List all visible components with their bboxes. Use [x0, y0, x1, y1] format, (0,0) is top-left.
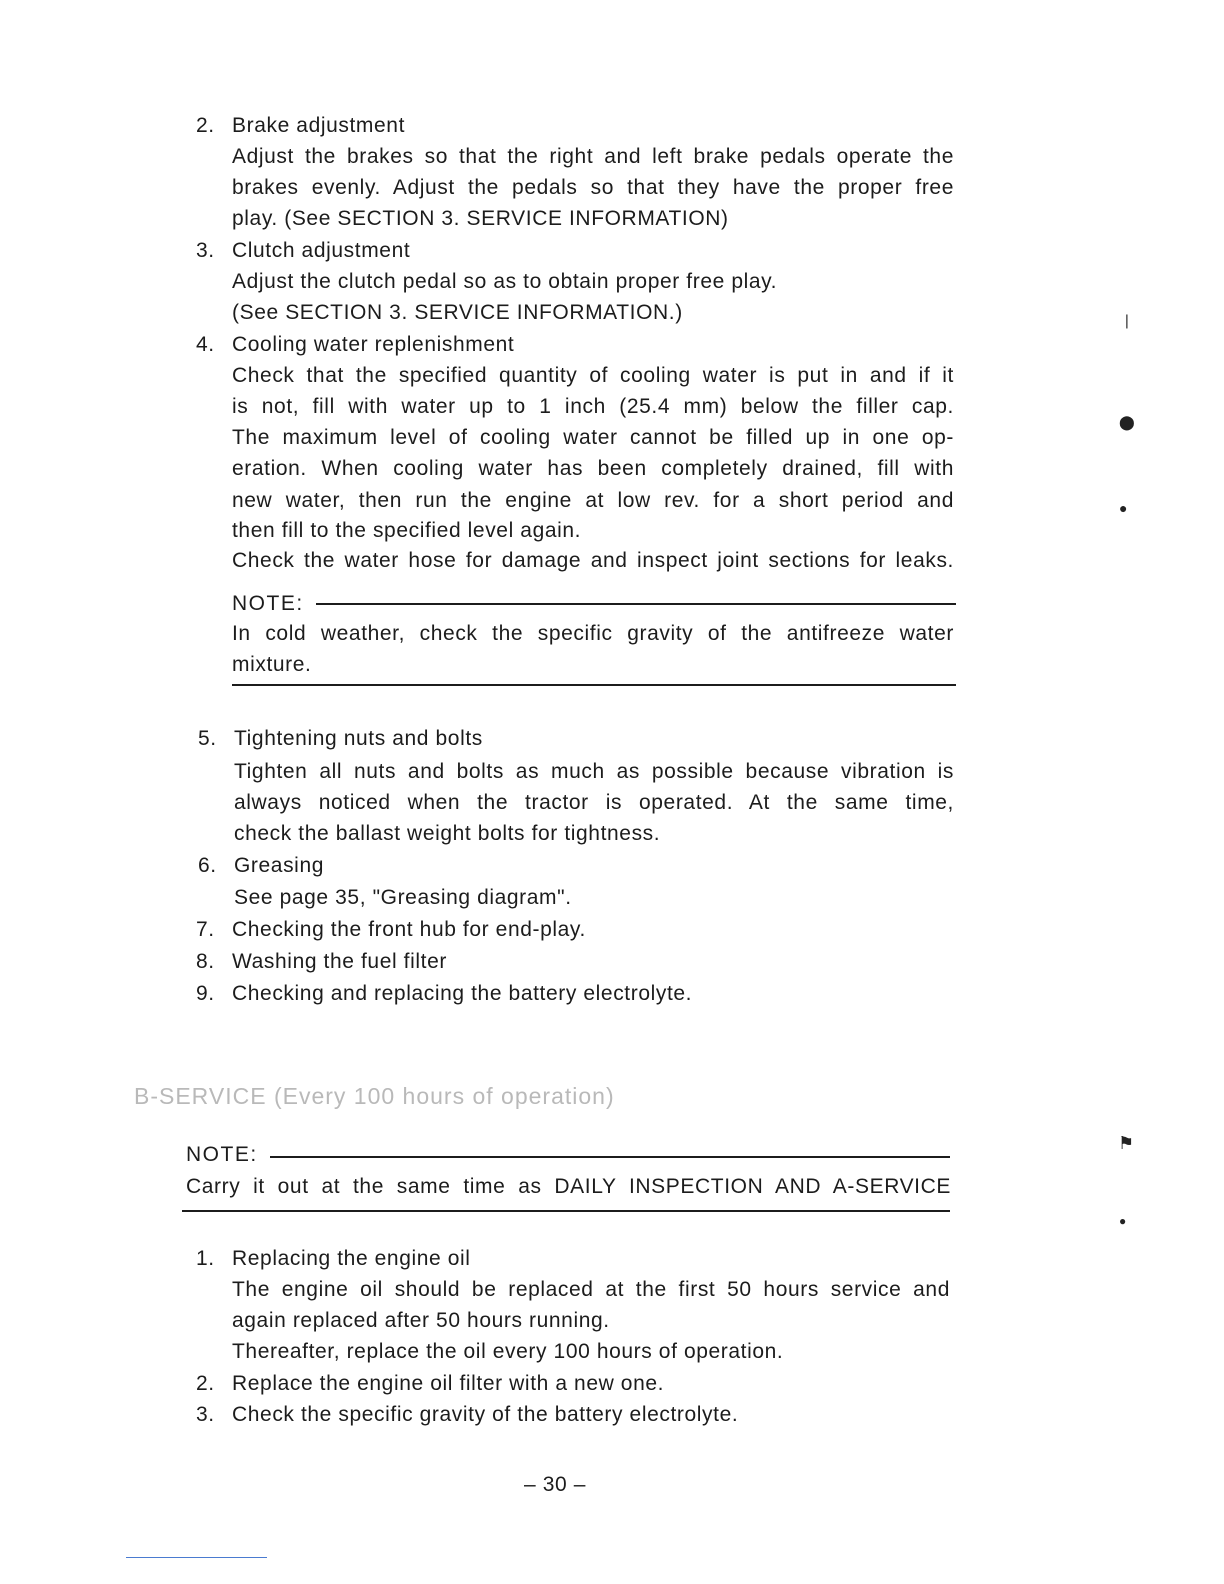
item-number: 1. [196, 1247, 215, 1270]
note-bottom-rule [232, 684, 956, 686]
note-text-line: mixture. [232, 653, 312, 676]
scan-edge-line [126, 1557, 267, 1558]
item-number: 9. [196, 982, 215, 1005]
page-number: – 30 – [524, 1473, 586, 1496]
note-text-line: In cold weather, check the specific gravity of the antifreeze water [232, 622, 954, 645]
item-title: Clutch adjustment [232, 239, 411, 262]
item-text-line: eration. When cooling water has been completely drained, fill with [232, 457, 954, 480]
item-number: 5. [198, 727, 217, 750]
scan-speck: ● [1119, 1214, 1127, 1228]
item-title: Tightening nuts and bolts [234, 727, 483, 750]
item-title: Washing the fuel filter [232, 950, 447, 973]
scan-speck: ⚑ [1118, 1133, 1135, 1153]
item-text-line: play. (See SECTION 3. SERVICE INFORMATION) [232, 207, 729, 230]
item-text-line: is not, fill with water up to 1 inch (25.4 mm) below the filler cap. [232, 395, 954, 418]
item-text-line: new water, then run the engine at low rev. for a short period and [232, 489, 954, 512]
item-text-line: Check that the specified quantity of cooling water is put in and if it [232, 364, 954, 387]
note-top-rule [316, 603, 956, 605]
item-title: Replace the engine oil filter with a new one. [232, 1372, 665, 1395]
note-top-rule [270, 1156, 950, 1158]
item-number: 3. [196, 1403, 215, 1426]
note-text: Carry it out at the same time as DAILY INSPECTION AND A-SERVICE [186, 1175, 951, 1198]
item-text-line: See page 35, "Greasing diagram". [234, 886, 572, 909]
item-title: Checking the front hub for end-play. [232, 918, 586, 941]
item-title: Check the specific gravity of the battery electrolyte. [232, 1403, 739, 1426]
item-number: 2. [196, 1372, 215, 1395]
item-text-line: always noticed when the tractor is operated. At the same time, [234, 791, 954, 814]
scan-speck: ● [1119, 500, 1129, 516]
item-number: 2. [196, 114, 215, 137]
item-text-line: then fill to the specified level again. [232, 519, 582, 542]
item-text-line: (See SECTION 3. SERVICE INFORMATION.) [232, 301, 683, 324]
scan-speck: ⬤ [1119, 414, 1136, 430]
item-text-line: Thereafter, replace the oil every 100 hours of operation. [232, 1340, 784, 1363]
item-text-line: check the ballast weight bolts for tightness. [234, 822, 661, 845]
item-title: Cooling water replenishment [232, 333, 515, 356]
item-title: Checking and replacing the battery electrolyte. [232, 982, 693, 1005]
item-text-line: Adjust the brakes so that the right and left brake pedals operate the [232, 145, 954, 168]
item-text-line: brakes evenly. Adjust the pedals so that they have the proper free [232, 176, 954, 199]
item-number: 3. [196, 239, 215, 262]
item-text-line: Tighten all nuts and bolts as much as possible because vibration is [234, 760, 954, 783]
item-text-line: Check the water hose for damage and inspect joint sections for leaks. [232, 549, 954, 572]
item-number: 4. [196, 333, 215, 356]
section-heading: B-SERVICE (Every 100 hours of operation) [134, 1083, 615, 1109]
item-number: 7. [196, 918, 215, 941]
item-title: Greasing [234, 854, 325, 877]
item-title: Brake adjustment [232, 114, 406, 137]
item-title: Replacing the engine oil [232, 1247, 471, 1270]
item-text-line: The engine oil should be replaced at the first 50 hours service and [232, 1278, 950, 1301]
item-text-line: Adjust the clutch pedal so as to obtain proper free play. [232, 270, 778, 293]
item-number: 6. [198, 854, 217, 877]
note-bottom-rule [182, 1210, 950, 1212]
scan-speck: ❘ [1121, 312, 1134, 328]
note-label: NOTE: [186, 1143, 258, 1166]
item-text-line: The maximum level of cooling water cannot be filled up in one op- [232, 426, 954, 449]
item-text-line: again replaced after 50 hours running. [232, 1309, 610, 1332]
item-number: 8. [196, 950, 215, 973]
note-label: NOTE: [232, 592, 304, 615]
